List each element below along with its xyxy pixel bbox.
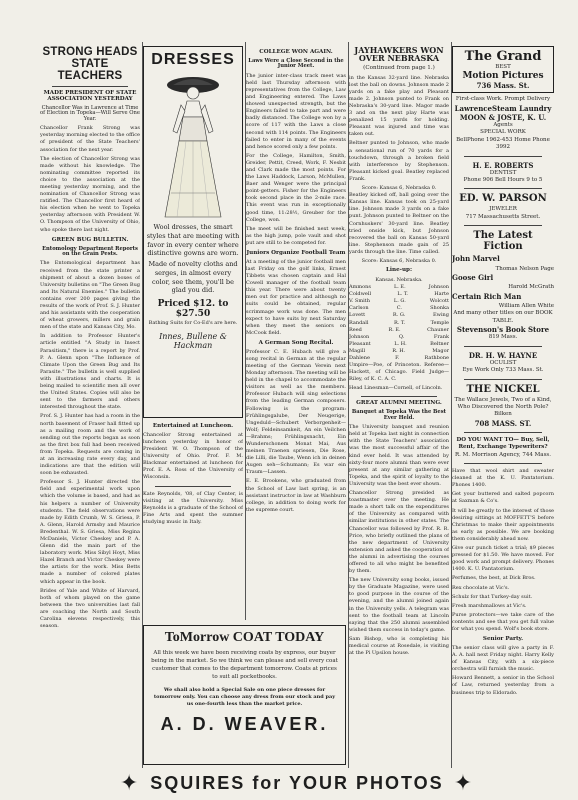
- nebraska-player: Wolcott: [429, 298, 449, 305]
- column-2: [143, 46, 243, 626]
- article-paragraph: In addition to Professor Hunter's article entitled "A Study in Insect Parasitism," there is a report by Prof. P. A. Glenn upon "The Influence of Climate Upon the Green Bug and Its Parasite." The bulletin is well supplied with illustrations and charts. It is being mailed to scientific men all over the United States. Copies will also be sent to the farmers and others interested throughout the state.: [40, 333, 140, 411]
- section-heading: Entertained at Luncheon.: [152, 423, 234, 429]
- position: R. H.: [392, 347, 406, 354]
- book-entry: [452, 254, 554, 273]
- footer-banner: [40, 770, 554, 796]
- section-heading: COLLEGE WON AGAIN.: [259, 49, 333, 55]
- local-note: Get your buttered and salted popcorn at Saxman & Co's.: [452, 491, 554, 505]
- article-paragraph: E. E. Brookens, who graduated from the School of Law last spring, is an assistant instructor in law at Washburn college, in addition to doing work for the supreme court.: [246, 478, 346, 513]
- local-note: Rex chocolate at Vic's.: [452, 584, 510, 591]
- article-paragraph: The new University song books, issued by the Graduate Magazine, were used to good purpose in the course of the evening, and the alumni joined again in the University yells. A telegram was sent to the football team at Lincoln saying that the 250 alumni assembled wished them success in today's game.: [349, 577, 449, 633]
- position: F.: [395, 354, 400, 361]
- jeweler-name: ED. W. PARSON: [459, 193, 547, 205]
- article-paragraph: Head Linesman—Cornell, of Lincoln.: [349, 385, 443, 392]
- score-line: Score: Kansas 6, Nebraska 0.: [361, 185, 437, 192]
- position: L. G.: [393, 298, 406, 305]
- coat-ad-firm: A. D. WEAVER.: [160, 713, 329, 734]
- nebraska-player: Chauner: [427, 326, 449, 333]
- position: C.: [396, 305, 402, 312]
- local-note: Schulz for that Turkey-day suit.: [452, 593, 533, 600]
- kansas-player: Ammons: [349, 284, 371, 291]
- laundry-ad-line: First-class Work. Prompt Delivery: [455, 96, 551, 103]
- section-subhead: Banquet at Topeka Was the Best Ever Held.: [351, 409, 447, 421]
- dentist-hours: Phone 906 Bell Hours 9 to 5: [463, 176, 543, 183]
- typewriter-address: R. M. Morrison Agency, 744 Mass.: [455, 451, 551, 458]
- article-paragraph: The Entomological department has received from the state printer a shipment of about a dozen boxes of University bulletins on "The Green Bug and Its Natural Enemies." The bulletin contains over 200 pages giving the results of the work of Prof. S. J. Hunter and his assistants with the cooperation of wheat growers, millers and grain men of the state and Kansas City, Mo.: [40, 260, 140, 331]
- kansas-player: Pleasant: [349, 340, 371, 347]
- article-paragraph: Beltner punted to Johnson, who made a sensational run of 70 yards for a touchdown, through a broken field with interference by Stephenson. Pleasant kicked goal. Beatley replaced Frank.: [349, 140, 449, 182]
- fiction-ad-title: The Latest Fiction: [473, 230, 533, 253]
- book-title: John Marvel: [452, 254, 500, 264]
- local-note: Give our punch ticket a trial; $9 pieces pressed for $1.50. We have moved. For good work and prompt delivery. Phones 1400. K. U. Pantatorium.: [452, 545, 554, 573]
- dresses-ad-body: Wool dresses, the smart styles that are meeting with favor in every center where distinctive gowns are worn.: [146, 223, 240, 258]
- grand-ad-title: The Grand: [464, 49, 542, 64]
- section-heading: GREAT ALUMNI MEETING.: [356, 400, 442, 407]
- article-paragraph: Professor C. E. Hubach will give a song recital in German at the regular meeting of the German Verein next Monday afternoon. The meeting will be held in the chapel to accommodate the visitors as well as the members. Professor Hubach will sing selections from the leading German composers. Following is the program: Frühlingsgalube, Der Neugerige, Ungeduld—Schubert Verborgenheit—Wolf; Feldeinsamkeit, An ein Veilchen—Brahms; Frühlingsnacht, Ein Wunderschonem Monat Mai, Aus meinen Traenen spriesen, Die Rose, die Lilli, die Taube, Wenn ich in deinen Augen seh—Schumann; Es war ein Traum—Lassen.: [246, 348, 346, 476]
- local-note: Have that wool shirt and sweater cleaned at the K. U. Pantatorium. Phones 1400.: [452, 468, 554, 489]
- dentist-name: H. E. ROBERTS: [472, 160, 534, 170]
- lineup-row: [349, 327, 449, 334]
- dresses-ad-body: Made of novelty cloths and serges, in almost every color, see them, you'll be glad you did.: [148, 260, 238, 295]
- lineup-table: [349, 284, 449, 362]
- divider: [464, 188, 542, 189]
- coat-ad-special: We shall also hold a Special Sale on one piece dresses for tomorrow only. You can choose any dress from our stock and pay us one-fourth less than the market price.: [153, 686, 336, 707]
- dresses-ad-signature: Innes, Bullene & Hackman: [159, 332, 227, 351]
- nebraska-player: Harte: [434, 291, 449, 298]
- kansas-player: Coldwell: [349, 291, 372, 298]
- laundry-ad-phones: BellPhone 1962-453 Home Phone 3992: [456, 136, 550, 151]
- star-icon: ✦: [453, 770, 475, 795]
- oculist-details: Eye Work Only 733 Mass. St.: [462, 367, 544, 374]
- article-paragraph: The junior inter-class track meet was held last Thursday afternoon with representatives from the College, Law and Engineering entered. The Laws showed unexpected strength, but the Engineers failed to take part and were badly distanced. The College won by a score of 117 with the Laws a close second with 114 points. The Engineers failed to enter in many of the events and hence scored only a few points.: [246, 72, 346, 150]
- nebraska-player: Beltner: [430, 340, 449, 347]
- divider: [464, 463, 542, 464]
- divider: [464, 432, 542, 433]
- dresses-ad-note: Bathing Suits for Co-Ed's are here.: [148, 320, 238, 327]
- article-paragraph: The senior class will give a party in F. A. A. hall next Friday night. Harry Kelly of Kansas City, with a six-piece orchestra will furnish the music.: [452, 644, 554, 673]
- lineup-row: [349, 291, 449, 298]
- kansas-player: Carlson: [349, 305, 369, 312]
- nebraska-player: Shonka: [430, 305, 449, 312]
- bookstore-name: Stevenson's Book Store: [456, 325, 550, 335]
- article-paragraph: Umpire—Poe, of Princeton. Referee—Hackett, of Chicago. Field Judge—Riley, of K. C. A. C.: [349, 362, 449, 383]
- lineup-row: [349, 341, 449, 348]
- book-title: Certain Rich Man: [452, 291, 522, 301]
- article-paragraph: Sam Bishop, who is completing his medical course at Rosedale, is visiting at the Pi Upsilon house.: [349, 635, 449, 657]
- book-entry: [452, 273, 554, 292]
- grand-ad: [452, 46, 554, 93]
- column-3: [246, 46, 346, 626]
- book-title: Goose Girl: [452, 272, 494, 282]
- dentist-label: DENTIST: [489, 169, 517, 176]
- book-entry: [452, 292, 554, 311]
- nebraska-player: Ewing: [433, 312, 449, 319]
- grand-ad-name: Motion Pictures: [462, 71, 544, 82]
- star-icon: ✦: [119, 770, 141, 795]
- article-paragraph: Chancellor Frank Strong was yesterday morning elected to the office of president of the State Teachers' association for the next year.: [40, 125, 140, 153]
- kansas-player: Randall: [349, 319, 369, 326]
- article-paragraph: in the Kansas 32-yard line. Nebraska lost the ball on downs. Johnson made 2 yards on a fake play and Pleasant made 2. Johnson punted to Frank on Nebraska's 30-yard line. Magor made 3 and on the next play Harte was penalized 15 yards for holding. Pleasant was injured and time was taken out.: [349, 74, 449, 138]
- dresses-ad: [143, 46, 243, 418]
- nickel-text: The Wallace Jewels, Two of a Kind, Who Discovered the North Pole? Bilken: [454, 396, 552, 418]
- footer-text: SQUIRES for YOUR PHOTOS: [150, 772, 444, 793]
- nickel-address: 708 MASS. ST.: [474, 418, 532, 428]
- lineup-row: [349, 305, 449, 312]
- position: R. E.: [388, 326, 401, 333]
- lineup-teams: Kansas. Nebraska.: [375, 276, 423, 283]
- local-note: Purse protectors—we take care of the contents and see that you get full value for what you spend. Wolf's book store.: [452, 611, 554, 632]
- article-paragraph: Prof. S. J. Hunter has had a room in the north basement of Fraser hall fitted up as a mailing room and the work of sending out the reports began as soon as the first box full had been received from Topeka. Requests are coming in at an increasing rate every day, and indications are that the edition will soon be exhausted.: [40, 413, 140, 477]
- lineup-heading: Line-up:: [385, 267, 413, 274]
- divider: [361, 396, 437, 397]
- nebraska-player: Rathbone: [424, 354, 449, 361]
- article-paragraph: The election of Chancellor Strong was made without his knowledge. The nominating committee reported its choice to the association at the meeting yesterday morning, and the nomination of Chancellor Strong was ratified. The Chancellor first heard of his election when he went to Topeka yesterday afternoon with President W. O. Thompson of the University of Ohio, who spoke there last night.: [40, 155, 140, 233]
- kansas-player: V. Smith: [349, 298, 370, 305]
- kansas-player: Lovett: [349, 312, 366, 319]
- lineup-row: [349, 334, 449, 341]
- subhead: Chancellor Was in Lawrence at Time of Election in Topeka—Will Serve One Year.: [40, 104, 140, 122]
- article-paragraph: Chancellor Strong presided as toastmaster over the meeting. He made a short talk on the expenditures of the University as compared with similar institutions in other states. The Chancellor was followed by Prof. R. R. Price, who briefly outlined the plans of the new department of University extension and asked the cooperation of the alumni in advertising the courses offered to all who might be benefited by them.: [349, 490, 449, 575]
- kansas-player: Magill: [349, 347, 366, 354]
- article-paragraph: Howard Bennett, a senior in the School of Law, returned yesterday from a business trip to Eldorado.: [452, 675, 554, 696]
- section-subhead: Entomology Department Reports on the Grain Pests.: [42, 245, 138, 257]
- position: R. G.: [392, 312, 406, 319]
- book-author: Harold McGrath: [508, 284, 554, 291]
- oculist-name: DR. H. W. HAYNE: [468, 350, 538, 360]
- position: L. T.: [397, 291, 409, 298]
- section-heading: A German Song Recital.: [258, 339, 334, 346]
- nickel-title: THE NICKEL: [466, 383, 540, 395]
- kansas-player: Reed: [349, 326, 362, 333]
- typewriter-ad: DO YOU WANT TO— Buy, Sell, Rent, Exchange Typewriters?: [456, 436, 550, 451]
- book-table-note: And many other titles on our BOOK TABLE.: [453, 310, 553, 324]
- local-note: Perfumes, the best, at Dick Bros.: [452, 575, 536, 582]
- kansas-player: Johnson: [349, 333, 370, 340]
- column-5: [452, 46, 554, 766]
- continued-note: (Continued from page 1.): [363, 64, 435, 71]
- dresses-ad-price: Priced $12. to $27.50: [157, 299, 229, 320]
- dress-illustration: [151, 71, 235, 221]
- article-paragraph: At a meeting of the junior football men last Friday on the golf links, Ernest Tibbets was chosen captain and Hal Cowell manager of the football team this year. There were about twenty men out for practice and although no suits could be obtained, regular scrimmage work was done. The men expect to have suits by next Saturday when they meet the seniors on McCook field.: [246, 258, 346, 336]
- article-paragraph: Brides of Yale and White of Harvard, both of whom played on the game between the two universities last fall are coaching the North and South Carolina elevens respectively, this season.: [40, 587, 140, 630]
- subhead: MADE PRESIDENT OF STATE ASSOCIATION YESTERDAY: [43, 90, 137, 103]
- divider: [464, 379, 542, 380]
- divider: [155, 486, 231, 487]
- divider: [464, 225, 542, 226]
- article-paragraph: Kate Reynolds, '08, of Clay Center, is visiting at the University. Miss Reynolds is a graduate of the School of Fine Arts and spent the summer studying music in Italy.: [143, 490, 243, 525]
- coat-ad-body: All this week we have been receiving coats by express, our buyer being in the market. So we think we can please and sell every coat customer that comes to the department tomorrow. Coats at prices to suit all pocketbooks.: [151, 650, 338, 680]
- section-subhead: Laws Were a Close Second in the Junior Meet.: [248, 57, 344, 70]
- article-paragraph: Professor S. J. Hunter directed the field and experimental work upon which the volume is based, and had as his helpers a number of University students. The field observations were made by Edith Crumb, W. S. Griesa, P. A. Glenn, Harold Armsby and Maurice Bredenthal. W. S. Griesa, Miss Regina McDaniels, Victor Cheskey and P. A. Glenn did the main part of the laboratory work. Miss Sibyl Hoyt, Miss Hazel Branch and Victor Cheskey were the artists for the work. Miss Betts made a number of colored plates which appear in the book.: [40, 479, 140, 585]
- position: L. H.: [394, 340, 407, 347]
- nebraska-player: Magor: [432, 347, 449, 354]
- lineup-row: [349, 298, 449, 305]
- divider: [52, 86, 128, 87]
- headline-state-teachers: STRONG HEADS STATE TEACHERS: [42, 46, 138, 83]
- section-heading: GREEN BUG BULLETIN.: [51, 236, 129, 243]
- article-paragraph: For the College, Hamilton, Smith, Greider, Pettit, Creed, Work, F. Nesbit and Clark made the most points. For the Laws Haddock, Larson, McMullen, Baer and Wenger were the principal point-getters. Fisher for the Engineers took second place in the 2-mile race. This event was run in exceptionally good time, 11:28½, Greuber for the College, won.: [246, 152, 346, 223]
- divider: [464, 156, 542, 157]
- local-notes: [452, 468, 554, 633]
- lineup-row: [349, 348, 449, 355]
- headline-jayhawkers: JAYHAWKERS WON OVER NEBRASKA: [354, 46, 444, 64]
- grand-ad-sub: BEST: [495, 64, 511, 70]
- kansas-player: Dahlene: [349, 354, 370, 361]
- article-paragraph: The meet will be finished next week, as the high jump, pole vault and shot put are still to be competed for.: [246, 225, 346, 246]
- position: L. E.: [393, 284, 406, 291]
- section-heading: Juniors Organize Football Team: [246, 250, 346, 257]
- local-note: It will be greatly to the interest of those desiring sittings at MOFFETT'S before Christmas to make their appointments as early as possible. We are booking them considerably ahead now.: [452, 507, 554, 542]
- dresses-ad-title: DRESSES: [151, 51, 235, 68]
- article-paragraph: Chancellor Strong entertained at luncheon yesterday in honor of President W. O. Thompson of the University of Ohio. Prof. F. M. Blackmar entertained at luncheon for Prof. E. A. Ross of the University of Wisconsin.: [143, 431, 243, 481]
- nebraska-player: Frank: [433, 333, 449, 340]
- article-paragraph: The University banquet and reunion held at Topeka last night in connection with the State Teachers' association was the most successful affair of the kind ever held. It was attended by sixty-four more alumni than were ever present at any similar gathering at Topeka, and the spirit of loyalty to the University was the best ever shown.: [349, 424, 449, 487]
- nebraska-player: Johnson: [428, 284, 449, 291]
- lineup-row: [349, 312, 449, 319]
- column-1: [40, 46, 140, 766]
- laundry-ad-label: Agents: [493, 121, 513, 128]
- grand-ad-address: 736 Mass. St.: [476, 81, 530, 91]
- article-paragraph: Beatley kicked off, ball going over the Kansas line. Kansas took on 25-yard line. Johnson made 3 yards on a fake punt. Johnson punted to Beltner on the Cornhuskers' 30-yard line. Beatley tried onside kick, but Johnson recovered the ball on Kansas 50-yard line. Stephenson made gain of 25 yards through the line. Time called.: [349, 192, 449, 255]
- book-list: [452, 254, 554, 310]
- column-4: [349, 46, 449, 766]
- local-note: Fresh marshmallows at Vic's.: [452, 602, 527, 609]
- divider: [464, 346, 542, 347]
- position: R. T.: [393, 319, 406, 326]
- laundry-ad-special: SPECIAL WORK: [480, 129, 526, 136]
- nebraska-player: Temple: [430, 319, 449, 326]
- coat-ad-title: ToMorrow COAT TODAY: [164, 630, 325, 645]
- position: Q.: [398, 333, 405, 340]
- book-author: Thomas Nelson Page: [495, 265, 554, 272]
- jeweler-label: JEWELER: [489, 206, 517, 213]
- lineup-row: [349, 320, 449, 327]
- section-heading: Senior Party.: [482, 636, 524, 643]
- lineup-row: [349, 355, 449, 362]
- coat-ad: [143, 625, 346, 765]
- jeweler-address: 717 Massachusetts Street.: [465, 213, 541, 220]
- lineup-row: [349, 284, 449, 291]
- score-line: Score: Kansas 6, Nebraska 0.: [361, 257, 437, 264]
- laundry-ad-agents: MOON & JOSTE, K. U.: [459, 112, 547, 122]
- bookstore-address: 819 Mass.: [488, 334, 518, 341]
- book-author: William Allen White: [498, 303, 554, 310]
- oculist-label: OCULIST: [489, 359, 517, 366]
- laundry-ad-title: LawrenceSteam Laundry: [454, 103, 552, 113]
